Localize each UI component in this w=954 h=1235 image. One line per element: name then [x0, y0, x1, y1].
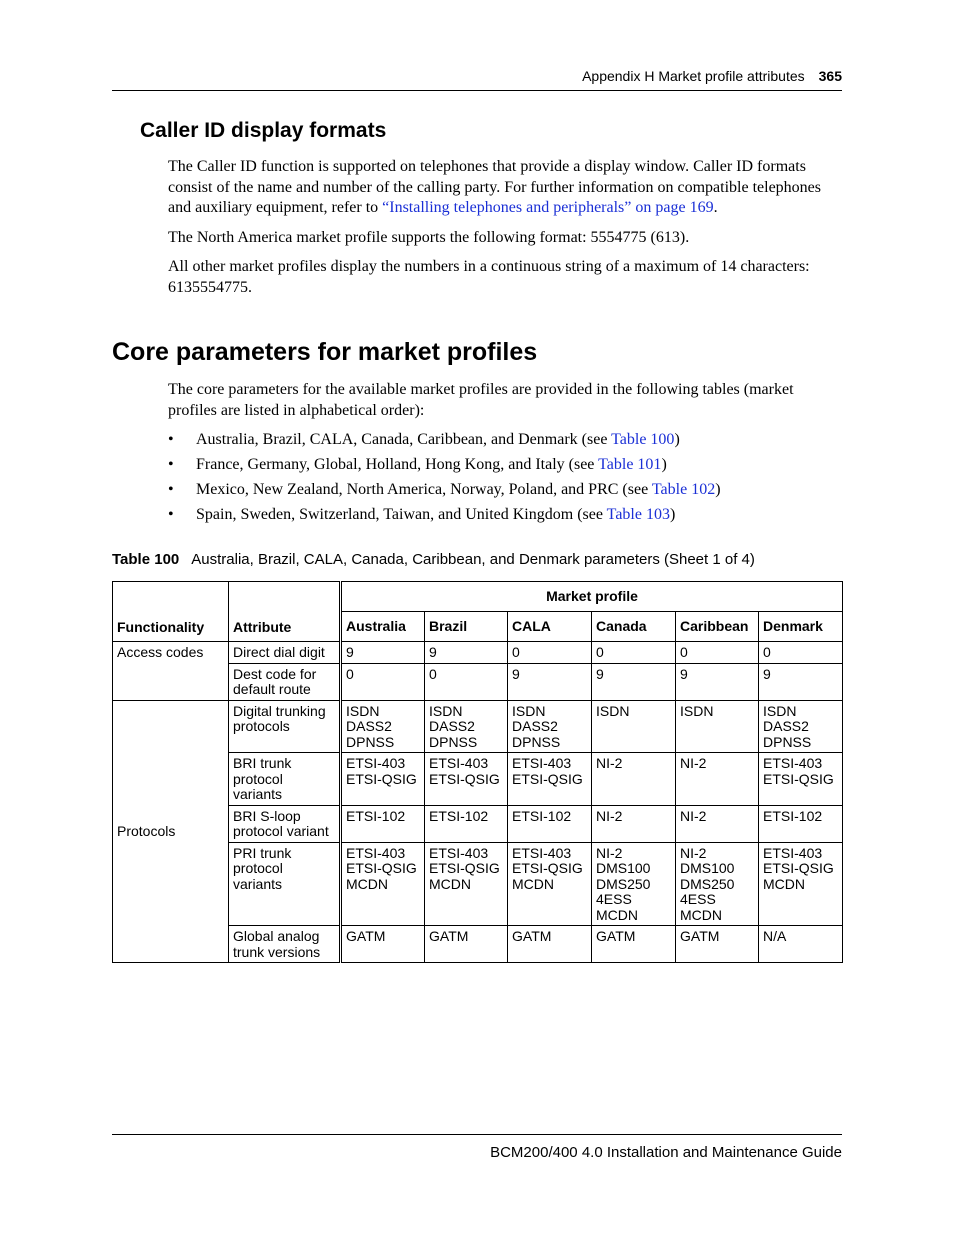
installing-telephones-link[interactable]: “Installing telephones and peripherals” on page 169: [382, 199, 714, 216]
value-cell: [508, 663, 592, 700]
table-102-link[interactable]: Table 102: [651, 481, 716, 498]
value-line: DPNSS: [512, 733, 561, 750]
bullet-icon: •: [168, 431, 174, 448]
list-item-end: ): [715, 481, 721, 498]
value-line: ETSI-QSIG: [429, 770, 500, 787]
column-header-brazil: Brazil: [425, 612, 508, 642]
table-row: [113, 642, 843, 664]
value-line: ISDN: [429, 702, 463, 719]
value-line: DASS2: [512, 718, 558, 734]
value-cell: [341, 700, 425, 753]
value-line: NI-2: [596, 807, 623, 824]
value-line: 9: [512, 665, 520, 682]
list-item: [168, 505, 843, 530]
value-line: DMS100: [680, 860, 735, 876]
table-row: [113, 700, 843, 753]
value-line: ETSI-QSIG: [429, 860, 500, 876]
column-header-canada: Canada: [592, 612, 676, 642]
value-line: ETSI-403: [763, 755, 823, 771]
value-cell: [425, 926, 508, 963]
value-line: ETSI-403: [429, 844, 489, 861]
value-line: GATM: [346, 928, 386, 944]
value-line: MCDN: [429, 875, 471, 892]
value-line: GATM: [596, 928, 636, 944]
value-cell: [759, 642, 843, 664]
list-item-text: Spain, Sweden, Switzerland, Taiwan, and United Kingdom (see: [196, 506, 607, 523]
value-line: MCDN: [763, 875, 805, 892]
market-profile-header: Market profile: [341, 582, 843, 612]
value-cell: [425, 753, 508, 806]
caller-id-p1-text: The Caller ID function is supported on telephones that provide a display window. Caller ID formats consist of the name and number of the calling party. For further information on compatible telephones and auxiliary equipment, refer to: [168, 158, 821, 216]
value-cell: [676, 642, 759, 664]
value-cell: [592, 753, 676, 806]
value-line: ISDN: [763, 702, 797, 719]
running-header: [112, 68, 842, 90]
value-cell: [592, 642, 676, 664]
value-line: ISDN: [346, 702, 380, 719]
value-line: 9: [763, 665, 771, 682]
value-line: ISDN: [512, 702, 546, 719]
list-item-end: ): [674, 431, 680, 448]
value-line: DPNSS: [763, 733, 812, 750]
value-cell: [341, 805, 425, 842]
value-cell: [425, 700, 508, 753]
attribute-cell: PRI trunk protocol variants: [229, 842, 341, 926]
value-line: ETSI-403: [346, 844, 406, 861]
value-cell: [759, 753, 843, 806]
value-line: MCDN: [346, 875, 388, 892]
value-cell: [676, 700, 759, 753]
attribute-cell: BRI trunk protocol variants: [229, 753, 341, 806]
table-103-link[interactable]: Table 103: [606, 506, 670, 523]
list-item: [168, 455, 843, 480]
attribute-cell: Global analog trunk versions: [229, 926, 341, 963]
value-cell: [759, 663, 843, 700]
value-cell: [759, 926, 843, 963]
value-line: ETSI-QSIG: [346, 860, 417, 876]
value-line: DASS2: [429, 718, 475, 734]
value-line: DMS100: [596, 860, 651, 876]
list-item-end: ): [669, 506, 676, 523]
value-line: 9: [680, 665, 688, 682]
value-line: NI-2: [680, 807, 707, 824]
value-line: NI-2: [680, 844, 707, 861]
caller-id-p1-end: .: [713, 199, 718, 216]
core-parameters-heading: Core parameters for market profiles: [112, 338, 538, 366]
bullet-icon: •: [168, 481, 174, 498]
value-cell: [425, 663, 508, 700]
value-cell: [341, 926, 425, 963]
value-line: ISDN: [596, 702, 630, 719]
attribute-cell: Direct dial digit: [229, 642, 341, 664]
column-header-australia: Australia: [341, 612, 425, 642]
value-cell: [341, 663, 425, 700]
market-profile-parameters-table: [112, 581, 843, 963]
functionality-header: Functionality: [113, 582, 229, 642]
functionality-cell: Access codes: [113, 642, 229, 701]
value-line: GATM: [512, 928, 552, 944]
page-number: 365: [818, 68, 842, 84]
functionality-cell: Protocols: [113, 700, 229, 963]
caller-id-paragraph-2: The North America market profile supports the following format: 5554775 (613).: [168, 229, 690, 246]
value-cell: [592, 663, 676, 700]
value-cell: [759, 700, 843, 753]
value-cell: [341, 642, 425, 664]
list-item-text: Mexico, New Zealand, North America, Norway, Poland, and PRC (see: [196, 481, 652, 498]
value-line: 0: [429, 665, 437, 682]
table-caption-text: Australia, Brazil, CALA, Canada, Caribbean, and Denmark parameters (Sheet 1 of 4): [191, 551, 755, 568]
value-cell: [425, 842, 508, 926]
footer-rule: [112, 1134, 842, 1135]
caller-id-paragraph-1: [168, 157, 843, 219]
value-cell: [508, 753, 592, 806]
list-item-end: ): [661, 456, 667, 473]
table-100-link[interactable]: Table 100: [611, 431, 675, 448]
column-header-caribbean: Caribbean: [676, 612, 759, 642]
bullet-icon: •: [168, 506, 174, 523]
value-line: ETSI-QSIG: [512, 860, 583, 876]
value-line: ETSI-QSIG: [512, 770, 583, 787]
value-line: 0: [596, 644, 604, 660]
attribute-cell: Dest code for default route: [229, 663, 341, 700]
value-line: DPNSS: [346, 733, 395, 750]
core-parameters-intro: The core parameters for the available market profiles are provided in the following tables (market profiles are listed in alphabetical order):: [168, 381, 794, 419]
value-line: ETSI-102: [346, 807, 406, 824]
value-line: DMS250: [680, 875, 735, 892]
value-line: DASS2: [346, 718, 392, 734]
value-cell: [508, 805, 592, 842]
table-101-link[interactable]: Table 101: [598, 456, 662, 473]
value-line: NI-2: [596, 844, 623, 861]
caller-id-paragraph-3: All other market profiles display the numbers in a continuous string of a maximum of 14 characters: 6135554775.: [168, 258, 810, 296]
value-line: ETSI-403: [512, 844, 572, 861]
value-cell: [508, 700, 592, 753]
value-cell: [508, 642, 592, 664]
value-line: ISDN: [680, 702, 714, 719]
value-line: ETSI-403: [512, 755, 572, 771]
value-line: DASS2: [763, 718, 809, 734]
value-line: ETSI-QSIG: [763, 860, 834, 876]
table-reference-list: [168, 430, 843, 530]
value-cell: [425, 642, 508, 664]
value-cell: [341, 753, 425, 806]
attribute-cell: Digital trunking protocols: [229, 700, 341, 753]
footer-title: BCM200/400 4.0 Installation and Maintenance Guide: [490, 1144, 842, 1161]
list-item: [168, 430, 843, 455]
value-cell: [676, 805, 759, 842]
value-line: 4ESS: [596, 891, 632, 907]
table-caption: [112, 551, 755, 568]
attribute-header: Attribute: [229, 582, 341, 642]
value-cell: [508, 926, 592, 963]
value-cell: [759, 805, 843, 842]
value-cell: [508, 842, 592, 926]
list-item: [168, 480, 843, 505]
value-cell: [592, 842, 676, 926]
value-line: NI-2: [596, 755, 623, 771]
value-line: 0: [346, 665, 354, 682]
value-cell: [341, 842, 425, 926]
header-section-title: Appendix H Market profile attributes: [582, 68, 805, 84]
value-line: 9: [429, 644, 437, 660]
value-line: ETSI-102: [429, 807, 489, 824]
value-line: 0: [512, 644, 520, 660]
value-line: ETSI-102: [763, 807, 823, 824]
value-cell: [759, 842, 843, 926]
value-line: ETSI-403: [346, 755, 406, 771]
list-item-text: France, Germany, Global, Holland, Hong Kong, and Italy (see: [196, 456, 599, 473]
value-line: ETSI-403: [763, 844, 823, 861]
value-line: MCDN: [680, 906, 722, 923]
value-line: DPNSS: [429, 733, 478, 750]
value-cell: [676, 753, 759, 806]
value-line: ETSI-403: [429, 755, 489, 771]
list-item-text: Australia, Brazil, CALA, Canada, Caribbean, and Denmark (see: [196, 431, 612, 448]
column-header-cala: CALA: [508, 612, 592, 642]
value-cell: [676, 926, 759, 963]
header-rule: [112, 90, 842, 91]
value-line: N/A: [763, 928, 787, 944]
value-line: MCDN: [596, 906, 638, 923]
value-cell: [592, 805, 676, 842]
attribute-cell: BRI S-loop protocol variant: [229, 805, 341, 842]
value-cell: [592, 926, 676, 963]
value-cell: [676, 663, 759, 700]
value-line: 4ESS: [680, 891, 716, 907]
value-cell: [425, 805, 508, 842]
value-line: ETSI-102: [512, 807, 572, 824]
value-line: ETSI-QSIG: [346, 770, 417, 787]
table-body: [113, 642, 843, 963]
value-line: MCDN: [512, 875, 554, 892]
caller-id-heading: Caller ID display formats: [140, 119, 387, 142]
value-line: GATM: [680, 928, 720, 944]
value-line: 0: [680, 644, 688, 660]
value-line: 0: [763, 644, 771, 660]
value-cell: [592, 700, 676, 753]
value-line: 9: [346, 644, 354, 660]
column-header-denmark: Denmark: [759, 612, 843, 642]
value-line: 9: [596, 665, 604, 682]
value-line: GATM: [429, 928, 469, 944]
value-line: DMS250: [596, 875, 651, 892]
value-line: ETSI-QSIG: [763, 770, 834, 787]
value-cell: [676, 842, 759, 926]
table-caption-label: Table 100: [112, 551, 180, 568]
value-line: NI-2: [680, 755, 707, 771]
bullet-icon: •: [168, 456, 174, 473]
